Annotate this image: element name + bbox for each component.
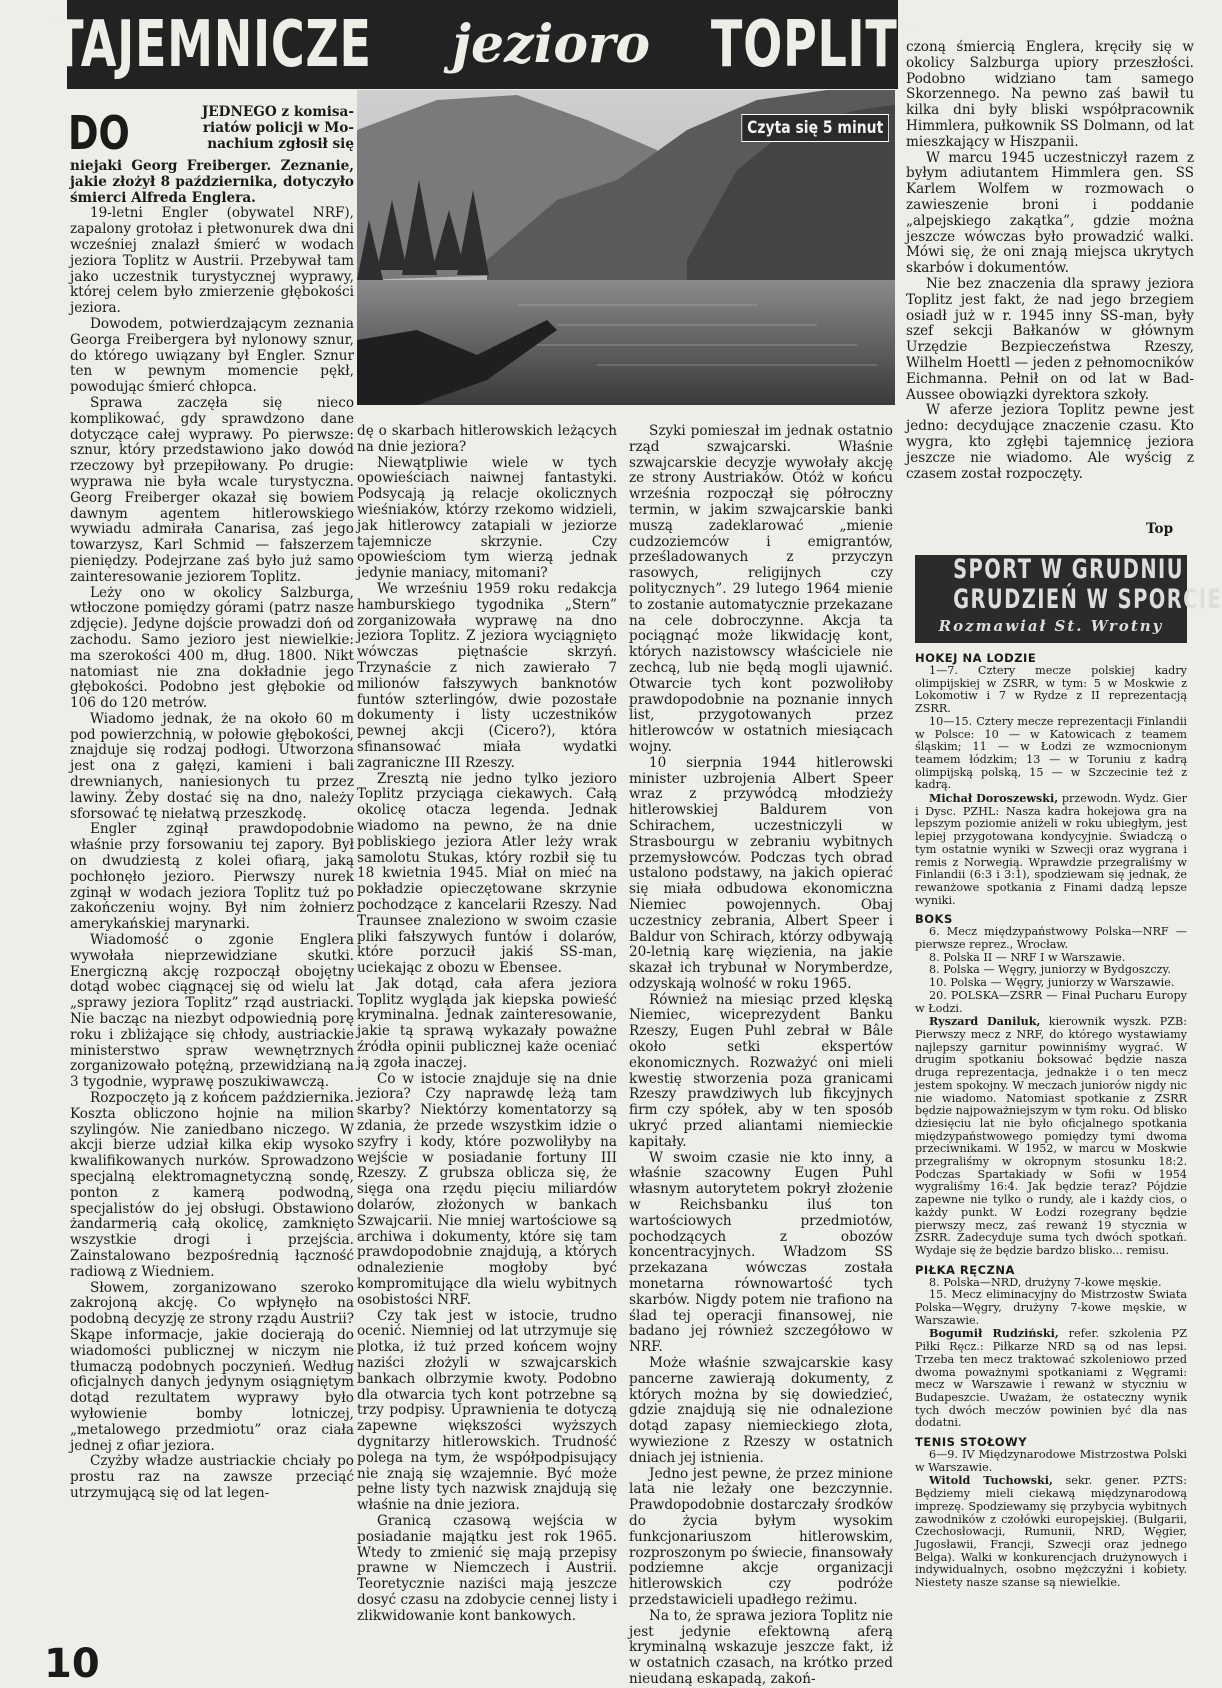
boxing-person: Ryszard Daniluk,: [929, 1014, 1041, 1029]
intro-line-3: nachium zgłosił się: [207, 135, 354, 152]
handball-quote: Piłkarze NRD są od nas lepsi. Trzeba ten mecz traktować szkoleniowo przed dwoma poważnymi spotkaniami z Węgrami: mecz w Warszawie i rewanż w styczniu w Budapeszcie. Uważam, że ostateczny wynik tych dwóch meczów powinien być dla nas dodatni.: [915, 1340, 1187, 1430]
tabletennis-role: sekr. gener. PZTS:: [1052, 1474, 1187, 1488]
column-2: [357, 424, 617, 1664]
boxing-item: 20. POLSKA—ZSRR — Finał Pucharu Europy w Łodzi.: [915, 988, 1187, 1015]
col1-paragraph: Wiadomość o zgonie Englera wywołała nieprzewidziane skutki. Energiczną akcję rozpoczął obojętny dotąd wobec ciągnącej się od wielu lat „sprawy jeziora Toplitz” rząd austriacki. Nie bacząc na niezbyt odpowiednią porę roku i zbliżające się chłody, austriackie ministerstwo spraw wewnętrznych zorganizowało potężną, przewidzianą na 3 tygodnie, wyprawę poszukiwawczą.: [70, 932, 354, 1091]
sport-body: [915, 651, 1187, 1590]
handball-item: 15. Mecz eliminacyjny do Mistrzostw Świata Polska—Węgry, drużyny 7-kowe męskie, w Warszawie.: [915, 1288, 1187, 1327]
tabletennis-quote: Będziemy mieli ciekawą międzynarodową imprezę. Spodziewamy się przybycia wybitnych zawodników z czołówki europejskiej. (Bułgarii, Czechosłowacji, Rumunii, NRD, Węgier, Jugosławii, Francji, Szwecji oraz jednego Belga). Walki w konkurencjach drużynowych i indywidualnych, osobno mężczyźni i kobiety. Niestety nasze szanse są niewielkie.: [915, 1487, 1187, 1590]
column-3: [629, 423, 893, 1687]
intro-line-1: JEDNEGO z komisa-: [201, 104, 354, 120]
intro-lead: [136, 105, 354, 152]
sport-title-2: GRUDZIEŃ W SPORCIE: [953, 584, 1222, 615]
col3-paragraph: Może właśnie szwajcarskie kasy pancerne zawierają dokumenty, z których można by się dowiedzieć, gdzie znajdują się nie odnalezione dotąd zapasy niemieckiego złota, wywiezione z Rzeszy w ostatnich dniach jej istnienia.: [629, 1355, 893, 1466]
col4-paragraph: Nie bez znaczenia dla sprawy jeziora Toplitz jest fakt, że nad jego brzegiem osiadł już w r. 1945 inny SS-man, były szef sekcji Bałkanów w głównym Urzędzie Bezpieczeństwa Rzeszy, Wilhelm Hoettl — jeden z pełnomocników Eichmanna. Pełnił on od lat w Bad-Aussee obowiązki dyrektora szkoły.: [906, 275, 1194, 403]
col2-paragraph: Niewątpliwie wiele w tych opowieściach naiwnej fantastyki. Podsycają ją relacje okolicznych wieśniaków, którzy rzekomo widzieli, jak hitlerowcy zatapiali w jeziorze tajemnicze skrzynie. Czy opowieściom tym wierzą jednak jedynie maniacy, mitomani?: [357, 454, 617, 582]
col1-paragraph: Czyżby władze austriackie chciały po prostu raz na zawsze przeciąć utrzymującą się od lat legen-: [70, 1453, 354, 1501]
handball-person: Bogumił Rudziński,: [929, 1326, 1059, 1341]
col2-paragraph: We wrześniu 1959 roku redakcja hamburskiego tygodnika „Stern” zorganizowała wyprawę na dno jeziora Toplitz. Z jeziora wyciągnięto wówczas piętnaście skrzyń. Trzynaście z nich zawierało 7 milionów fałszywych banknotów funtów szterlingów, dwie pozostałe dokumenty i listy uczestników pewnej akcji (Cicero?), która sfinansować miała wydatki zagraniczne III Rzeszy.: [357, 580, 617, 771]
boxing-item: 8. Polska — Węgry, juniorzy w Bydgoszczy.: [929, 963, 1171, 977]
boxing-role: kierownik wyszk. PZB:: [1040, 1015, 1187, 1029]
sport-byline: Rozmawiał St. Wrotny: [938, 617, 1164, 635]
handball-role: refer. szkolenia PZ Piłki Ręcz.:: [915, 1327, 1187, 1354]
title-word-jezioro: jezioro: [452, 14, 651, 75]
hockey-person: Michał Doroszewski,: [929, 791, 1059, 806]
sport-sidebar: [909, 547, 1222, 1675]
col1-paragraph: Leży ono w okolicy Salzburga, wtłoczone pomiędzy górami (patrz nasze zdjęcie). Jedyne dojście prowadzi doń od zachodu. Samo jezioro jest niewielkie: ma szerokości 400 m, dług. 1800. Nikt natomiast nie zna dokładnie jego głębokości. Podobno jest głębokie od 106 do 120 metrów.: [70, 584, 354, 712]
col2-paragraph: Jak dotąd, cała afera jeziora Toplitz wygląda jak kiepska powieść kryminalna. Jednak zainteresowanie, jakie tą sprawą wykazały poważne źródła opinii publicznej każe oceniać ją zgoła inaczej.: [357, 975, 617, 1071]
col4-paragraph: W aferze jeziora Toplitz pewne jest jedno: decydujące znaczenie czasu. Kto wygra, kto zgłębi tajemnicę jeziora jeszcze nie wiadomo. Ale wyścig z czasem został rozpoczęty.: [906, 402, 1194, 482]
col1-paragraph: 19-letni Engler (obywatel NRF), zapalony grotołaz i płetwonurek dwa dni wcześniej znalazł śmierć w wodach jeziora Toplitz w Austrii. Przebywał tam jako uczestnik turystycznej wyprawy, której celem było zmierzenie głębokości jeziora.: [70, 205, 354, 317]
page-number: 10: [44, 1641, 100, 1687]
intro-line-2: riatów policji w Mo-: [202, 119, 354, 136]
section-heading-handball: PIŁKA RĘCZNA: [915, 1262, 1015, 1277]
col3-paragraph: W swoim czasie nie kto inny, a właśnie szacowny Eugen Puhl własnym autorytetem pokrył złożenie w Reichsbanku iluś ton wartościowych przedmiotów, pochodzących z obozów koncentracyjnych. Władzom SS przekazana wówczas została monetarna równowartość tych skarbów. Nigdy potem nie trafiono na ślad tej operacji finansowej, nie badano jej również szczegółowo w NRF.: [629, 1149, 893, 1356]
hockey-quote: Nasza kadra hokejowa gra na lepszym poziomie aniżeli w roku ubiegłym, jest lepiej przygotowana kondycyjnie. Świadczą o tym ostatnie wyniki w Szwecji oraz wygrana i remis z Norwegią. Wprawdzie przegraliśmy w Finlandii (6:3 i 3:1), spodziewam się jednak, że rewanżowe spotkania z Finami dadzą lepsze wyniki.: [915, 804, 1187, 907]
column-4: [906, 40, 1194, 535]
hockey-role: przewodn. Wydz. Gier i Dysc. PZHL:: [915, 792, 1187, 818]
title-word-tajemnicze: TAJEMNICZE: [52, 7, 373, 82]
section-heading-table-tennis: TENIS STOŁOWY: [915, 1435, 1028, 1450]
title-word-toplitz: TOPLITZ: [711, 7, 932, 82]
author-signature: Top: [1146, 521, 1174, 537]
article-title-bar: [52, 0, 932, 89]
col1-paragraph: Sprawa zaczęła się nieco komplikować, gdy sprawdzono dane dotyczące całej wyprawy. Po pierwsze: sznur, który przedstawiono jako dowód rzeczowy był przepiłowany. Po drugie: wyprawa nie była wcale turystyczna. Georg Freiberger okazał się bowiem dawnym agentem hitlerowskiego wywiadu admirała Canarisa, zaś jego towarzysz, Karl Schmid — fałszerzem pieniędzy. Podejrzane zaś było już samo zainteresowanie jeziorem Toplitz.: [70, 394, 354, 585]
col3-paragraph: Jedno jest pewne, że przez minione lata nie leżały one bezczynnie. Prawdopodobnie dostarczały środków do życia byłym wysokim funkcjonariuszom hitlerowskim, rozproszonym po świecie, finansowały podziemne akcje organizacji hitlerowskich czy podróże przedstawicieli upadłego reżimu.: [629, 1465, 893, 1608]
hockey-comment: [915, 792, 1187, 907]
tabletennis-item: 6—9. IV Międzynarodowe Mistrzostwa Polski w Warszawie.: [915, 1448, 1187, 1474]
boxing-comment: [915, 1015, 1187, 1257]
col1-paragraph: Rozpoczęto ją z końcem października. Koszta obliczono hojnie na milion szylingów. Nie zaniedbano niczego. W akcji bierze udział kilka ekip wysoko kwalifikowanych nurków. Sprowadzono specjalną elektromagnetyczną sondę, ponton z kamerą podwodną, specjalistów do jej obsługi. Obstawiono żandarmerią całą okolicę, zamknięto wszystkie drogi i przejścia. Zainstalowano bezpośrednią łączność radiową z Wiedniem.: [70, 1090, 354, 1280]
hockey-item: 1—7. Cztery mecze polskiej kadry olimpijskiej w ZSRR, w tym: 5 w Moskwie z Lokomotiw i 7 w Rydze z II reprezentacją ZSRR.: [915, 664, 1187, 716]
col4-paragraph: W marcu 1945 uczestniczył razem z byłym adiutantem Himmlera gen. SS Karlem Wolfem w rozmowach o zawieszenie broni i poddanie „alpejskiego zakątka”, gdzie można jeszcze wówczas było prowadzić walki. Mówi się, że oni znają miejsca ukrytych skarbów i dokumentów.: [906, 149, 1194, 277]
col2-paragraph: Granicą czasową wejścia w posiadanie majątku jest rok 1965. Wtedy to zmienić się mają przepisy prawne w Niemczech i Austrii. Teoretycznie naziści mają jeszcze dosyć czasu na zdobycie cennej listy i zlikwidowanie kont bankowych.: [357, 1512, 617, 1624]
sport-heading-block: [915, 554, 1222, 643]
tabletennis-person: Witold Tuchowski,: [929, 1473, 1053, 1488]
col1-paragraph: Słowem, zorganizowano szeroko zakrojoną akcję. Co wpłynęło na podobną decyzję ze strony rządu Austrii? Skąpe informacje, jakie docierają do wiadomości publicznej w niczym nie tłumaczą podobnych poczynień. Według oficjalnych danych jedynym osiągniętym dotąd rezultatem wyprawy było wyłowienie bomby lotniczej, „metalowego przedmiotu” oraz ciała jednej z ofiar jeziora.: [70, 1279, 354, 1454]
col3-paragraph: Na to, że sprawa jeziora Toplitz nie jest jedynie efektowną aferą kryminalną wskazuje jeszcze fakt, iż w ostatnich czasach, na krótko przed nieudaną eskapadą, zakoń-: [629, 1607, 893, 1687]
reading-time-badge: Czyta się 5 minut: [741, 114, 889, 142]
handball-item: 8. Polska—NRD, drużyny 7-kowe męskie.: [929, 1275, 1162, 1289]
col1-paragraph: Engler zginął prawdopodobnie właśnie przy forsowaniu tej zapory. Był on dwudziestą z kolei ofiarą, jaką pochłonęło jezioro. Pierwszy nurek zginął w wodach jeziora Toplitz tuż po zakończeniu wojny. Był nim żołnierz amerykańskiej marynarki.: [70, 821, 354, 933]
col2-paragraph: dę o skarbach hitlerowskich leżących na dnie jeziora?: [357, 423, 617, 455]
col3-paragraph: 10 sierpnia 1944 hitlerowski minister uzbrojenia Albert Speer wraz z przywódcą młodzieży hitlerowskiej Baldurem von Schirachem, uczestniczyli w Strasbourgu w zebraniu wybitnych przemysłowców. Podczas tych obrad ustalono podstawy, na jakich opierać się miała odbudowa ekonomiczna Niemiec powojennych. Obaj uczestnicy zebrania, Albert Speer i Baldur von Schirach, którzy odbywają 20-letnią karę więzienia, na jakie skazał ich trybunał w Norymberdze, odzyskają wolność w roku 1965.: [629, 754, 893, 992]
section-heading-hockey: HOKEJ NA LODZIE: [915, 651, 1037, 665]
hockey-item: 10—15. Cztery mecze reprezentacji Finlandii w Polsce: 10 — w Katowicach z teamem śląskim; 11 — w Łodzi ze wzmocnionym teamem łódzkim; 13 — w Toruniu z kadrą olimpijską polską, 15 — w Szczecinie też z kadrą.: [915, 714, 1187, 792]
handball-comment: [915, 1327, 1187, 1430]
sport-title-1: SPORT W GRUDNIU: [953, 554, 1184, 585]
col1-paragraph: Wiadomo jednak, że na około 60 m pod powierzchnią, w połowie głębokości, znajduje się rodzaj podłogi. Utworzona jest ona z gałęzi, kamieni i bali drewnianych, naniesionych tu przez lawiny. Żeby dostać się na dno, należy sforsować tę niełatwą przeszkodę.: [70, 710, 354, 822]
intro-rest: niejaki Georg Freiberger. Zeznanie, jakie złożył 8 października, dotyczyło śmierci Alfreda Englera.: [70, 158, 354, 206]
col3-paragraph: Również na miesiąc przed klęską Niemiec, wiceprezydent Banku Rzeszy, Eugen Puhl zebrał w Bâle około setki ekspertów ekonomicznych. Rozważyć oni mieli kwestię stworzenia poza granicami Rzeszy prawdziwych lub fikcyjnych firm czy spółek, aby w ten sposób ukryć przed aliantami niemieckie kapitały.: [629, 991, 893, 1150]
col4-paragraph: czoną śmiercią Englera, kręciły się w okolicy Salzburga upiory przeszłości. Podobno widziano tam samego Skorzennego. Na pewno zaś bawił tu kilka dni były bliski współpracownik Himmlera, pułkownik SS Dolmann, od lat mieszkający w Hiszpanii.: [906, 39, 1194, 150]
col2-paragraph: Czy tak jest w istocie, trudno ocenić. Niemniej od lat utrzymuje się plotka, iż tuż przed końcem wojny naziści złożyli w szwajcarskich bankach olbrzymie kwoty. Podobno dla otwarcia tych kont potrzebne są trzy podpisy. Uprawnienia te dotyczą zapewne większości wyższych dygnitarzy hitlerowskich. Trudność polega na tym, że współpodpisujący nie znają się wzajemnie. Być może pełne listy tych nazwisk znajdują się właśnie na dnie jeziora.: [357, 1307, 617, 1514]
boxing-quote: Pierwszy mecz z NRF, do którego wystawiamy najlepszy garnitur powinniśmy wygrać. W drugim spotkaniu boksować będzie nasza druga reprezentacja, jednakże i o ten mecz jestem spokojny. W meczach juniorów nigdy nic nie wiadomo. Natomiast spotkanie z ZSRR będzie najpoważniejszym w tym roku. Od blisko dziesięciu lat nie było oficjalnego spotkania międzypaństwowego pomiędzy tymi dwoma przeciwnikami. W 1952, w marcu w Moskwie przegraliśmy w okropnym stosunku 18:2. Podczas Spartakiady w Sofii w 1954 wygraliśmy 16:4. Jak będzie teraz? Pójdzie zapewne nie tylko o rundy, ale i każdy cios, o każdy punkt. W Łodzi rozegrany będzie pierwszy mecz, zaś rewanż 19 stycznia w ZSRR. Zadecyduje suma tych dwóch spotkań. Wydaje się że będzie bardzo blisko... remisu.: [915, 1027, 1187, 1257]
col2-paragraph: Co w istocie znajduje się na dnie jeziora? Czy naprawdę leżą tam skarby? Niektórzy komentatorzy są zdania, że przede wszystkim idzie o szyfry i kody, które pozwoliłyby na wejście w posiadanie fortuny III Rzeszy. Z grubsza oblicza się, że sięga ona rzędu pięciu miliardów dolarów, złożonych w bankach Szwajcarii. Nie mniej wartościowe są archiwa i dokumenty, które się tam prawdopodobnie znajdują, a których odnalezienie mogłoby być kompromitujące dla wielu wybitnych osobistości NRF.: [357, 1070, 617, 1308]
column-1: [70, 159, 354, 1649]
col1-paragraph: Dowodem, potwierdzającym zeznania Georga Freibergera był nylonowy sznur, do którego uwiązany był Engler. Sznur ten w pewnym momencie pękł, powodując śmierć chłopca.: [70, 315, 354, 396]
boxing-item: 6. Mecz międzypaństwowy Polska—NRF — pierwsze reprez., Wrocław.: [915, 925, 1187, 952]
boxing-item: 10. Polska — Węgry, juniorzy w Warszawie.: [929, 976, 1175, 990]
col3-paragraph: Szyki pomieszał im jednak ostatnio rząd szwajcarski. Właśnie szwajcarskie decyzje wywołały akcję ze strony Austriaków. Otóż w końcu września rozpoczął się półroczny termin, w jakim szwajcarskie banki muszą zadeklarować „mienie cudzoziemców i emigrantów, prześladowanych z przyczyn rasowych, religijnych czy politycznych”. 29 lutego 1964 mienie to zostanie automatycznie przekazane na cele dobroczynne. Akcja ta pociągnąć może likwidację kont, których nazistowscy właściciele nie zechcą, lub nie będą mogli ujawnić. Otwarcie tych kont pozwoliłoby prawdopodobnie na poznanie innych list, przygotowanych przez hitlerowców w ostatnich miesiącach wojny.: [629, 423, 893, 755]
tabletennis-comment: [915, 1474, 1187, 1589]
lake-photo: [357, 90, 895, 405]
drop-cap: DO: [68, 106, 130, 160]
boxing-item: 8. Polska II — NRF I w Warszawie.: [929, 950, 1126, 964]
section-heading-boxing: BOKS: [915, 912, 953, 927]
col2-paragraph: Zresztą nie jedno tylko jezioro Toplitz przyciąga ciekawych. Całą okolicę otacza legenda. Jednak wiadomo na pewno, że na dnie pobliskiego jeziora Atler leży wrak samolotu Stukas, który rozbił się tu 18 kwietnia 1945. Miał on mieć na pokładzie opieczętowane skrzynie pochodzące z kancelarii Rzeszy. Nad Traunsee znaleziono w swoim czasie pliki fałszywych funtów i dolarów, które porzucił jakiś SS-man, uciekając z obozu w Ebensee.: [357, 770, 617, 977]
